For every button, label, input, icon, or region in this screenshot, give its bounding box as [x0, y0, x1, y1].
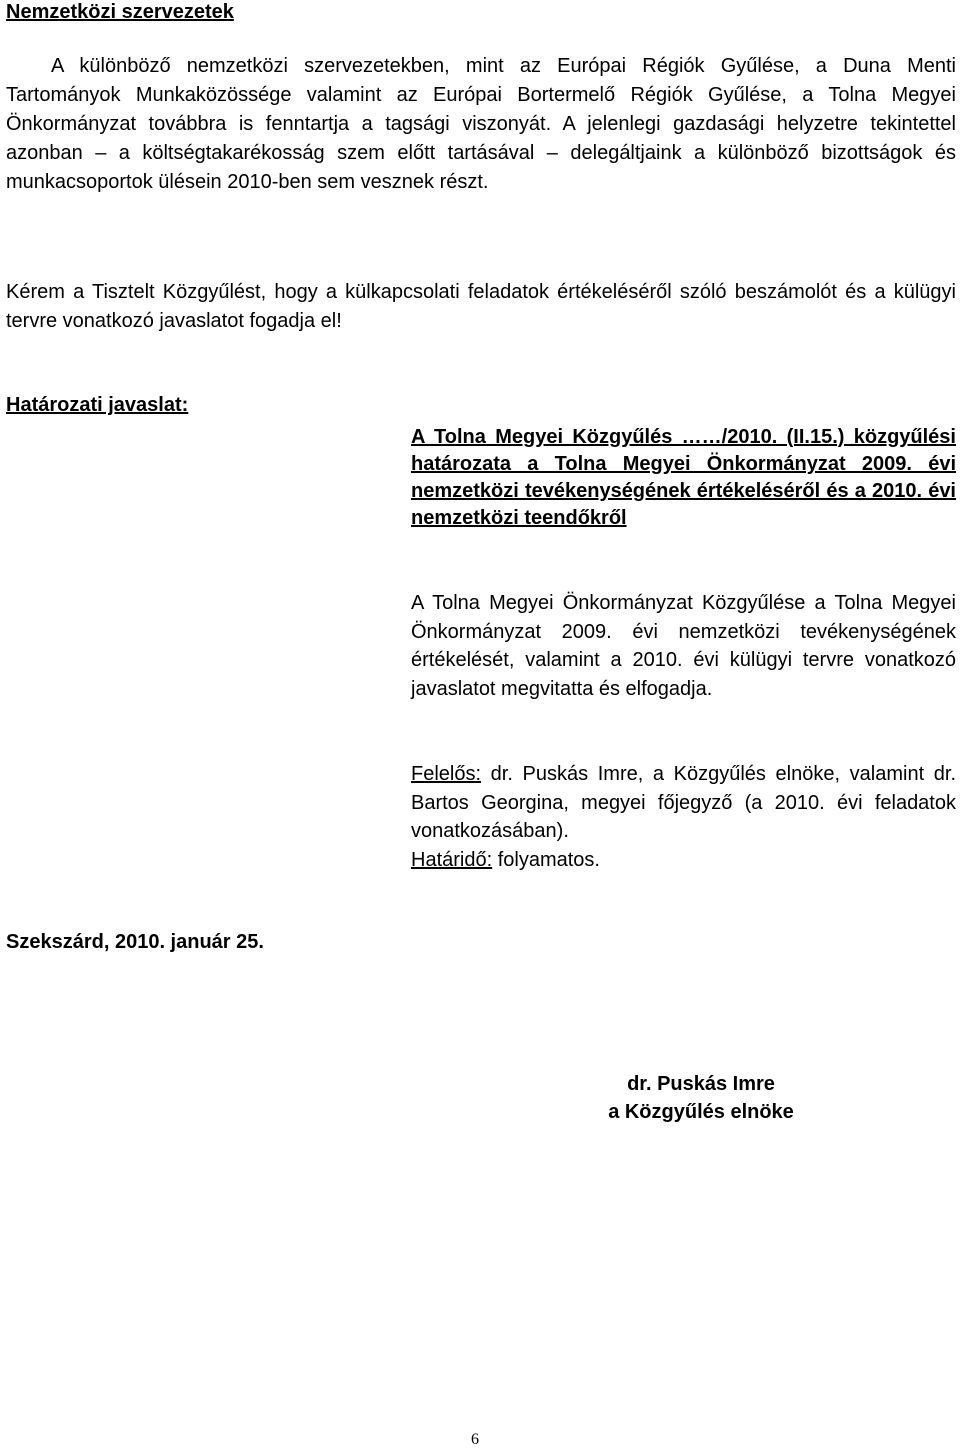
request-paragraph: Kérem a Tisztelt Közgyűlést, hogy a külkapcsolati feladatok értékeléséről szóló beszámolót és a külügyi tervre vonatkozó javaslatot fogadja el!: [6, 281, 956, 332]
deadline-label: Határidő:: [411, 848, 493, 871]
intro-paragraph: A különböző nemzetközi szervezetekben, mint az Európai Régiók Gyűlése, a Duna Menti Tartományok Munkaközössége valamint az Európai Bortermelő Régiók Gyűlése, a Tolna Megyei Önkormányzat továbbra is fenntartja a tagsági viszonyát. A jelenlegi gazdasági helyzetre tekintettel azonban – a költségtakarékosság szem előtt tartásával – delegáltjaink a különböző bizottságok és munkacsoportok ülésein 2010-ben sem vesznek részt.: [6, 55, 956, 193]
resolution-body: A Tolna Megyei Önkormányzat Közgyűlése a Tolna Megyei Önkormányzat 2009. évi nemzetközi tevékenységének értékelését, valamint a 2010. évi külügyi tervre vonatkozó javaslatot megvitatta és elfogadja.: [411, 592, 956, 700]
proposal-label: Határozati javaslat:: [6, 394, 189, 416]
signature-block: [571, 1070, 831, 1126]
signature-title: a Közgyűlés elnöke: [608, 1101, 794, 1123]
responsible-text: dr. Puskás Imre, a Közgyűlés elnöke, valamint dr. Bartos Georgina, megyei főjegyző (a 2010. évi feladatok vonatkozásában).: [411, 763, 956, 842]
responsible-label: Felelős:: [411, 763, 482, 785]
signature-name: dr. Puskás Imre: [627, 1073, 775, 1095]
resolution-title: A Tolna Megyei Közgyűlés ……/2010. (II.15.) közgyűlési határozata a Tolna Megyei Önkormányzat 2009. évi nemzetközi tevékenységének értékeléséről és a 2010. évi nemzetközi teendőkről: [411, 426, 956, 529]
resolution-responsibility: [411, 760, 956, 874]
page-number: 6: [471, 1431, 479, 1448]
place-date: Szekszárd, 2010. január 25.: [6, 931, 264, 953]
deadline-text: folyamatos.: [497, 848, 600, 871]
section-heading: Nemzetközi szervezetek: [6, 1, 234, 23]
